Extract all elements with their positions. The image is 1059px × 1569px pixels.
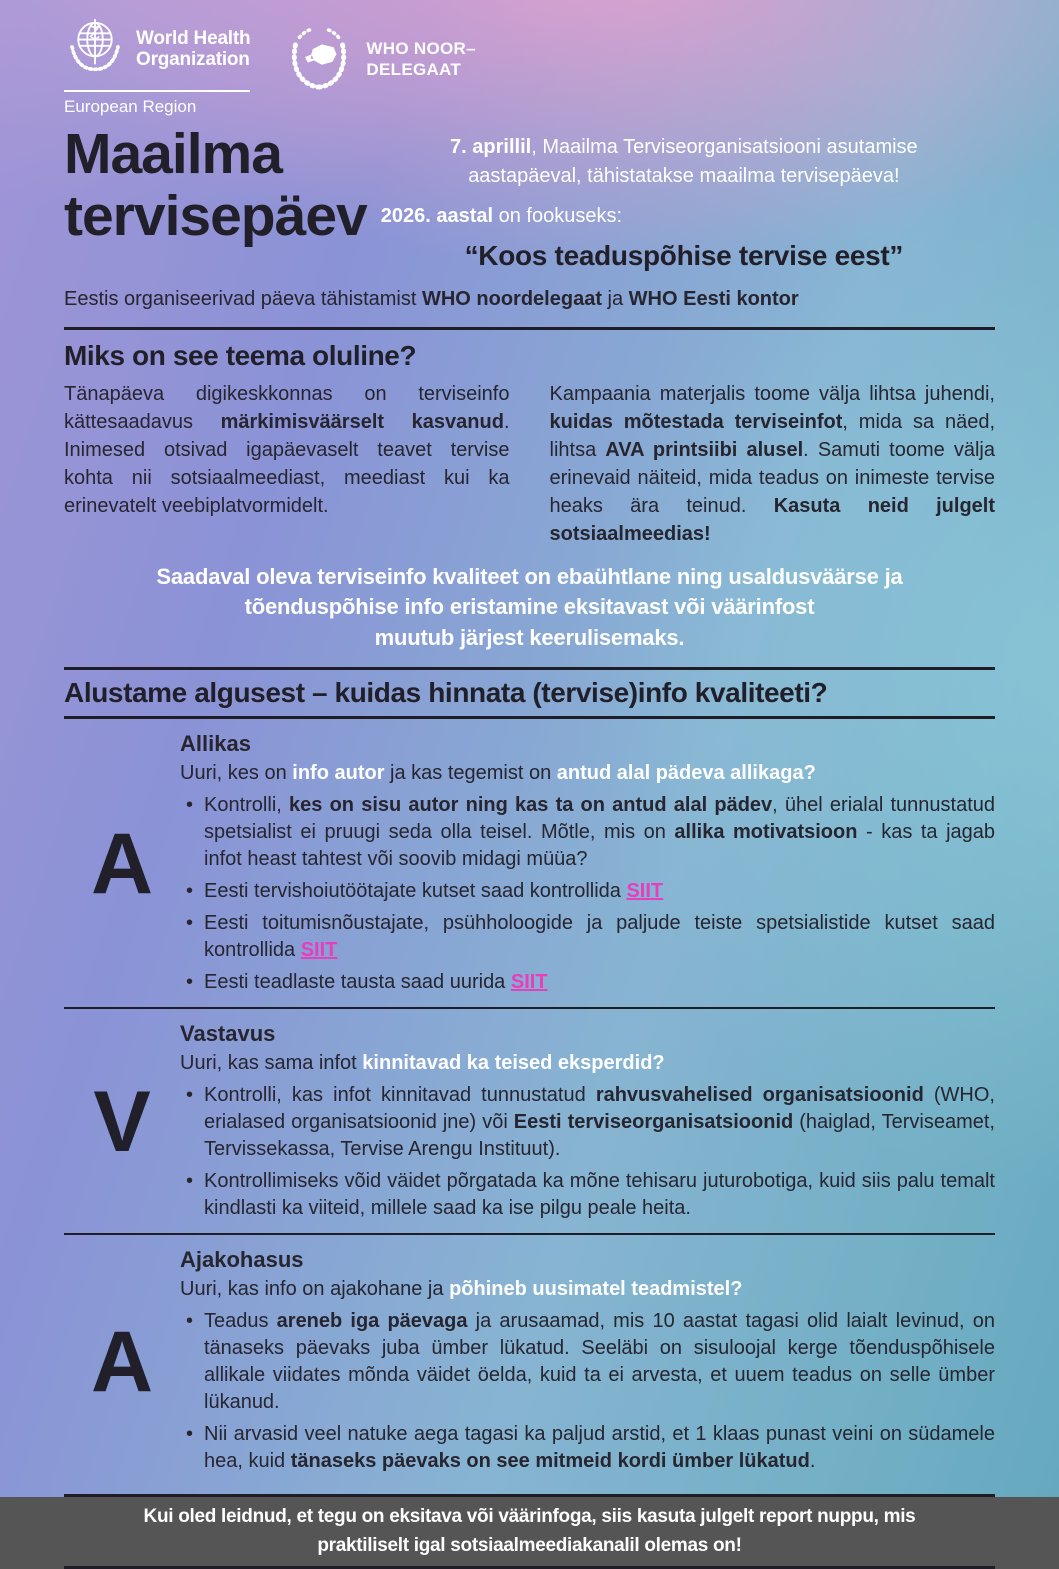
text-line: Kui oled leidnud, et tegu on eksitava või väärinfoga, siis kasuta julgelt report nuppu, mis <box>143 1506 916 1528</box>
footer <box>64 1494 995 1569</box>
text-segment: kuidas mõtestada terviseinfot <box>549 411 843 433</box>
who-logo-name <box>136 29 250 70</box>
list-item <box>180 1168 995 1222</box>
page-title-line2: tervisepäev <box>64 184 367 249</box>
vastavus-bullet-list <box>180 1082 995 1222</box>
text-segment: põhineb uusimatel teadmistel? <box>449 1278 743 1301</box>
intro-block <box>367 123 995 272</box>
text-segment: - kas ta jagab infot heast tahtest või soovib midagi müüa? <box>204 821 996 871</box>
who-logo-name-line2: Organization <box>136 48 250 70</box>
section-vastavus-body <box>180 1017 995 1227</box>
who-emblem-icon <box>64 16 126 83</box>
text-segment: areneb iga päevaga <box>276 1310 468 1333</box>
text-segment: Teadus <box>204 1310 277 1333</box>
who-logo <box>64 16 250 117</box>
section-allikas-body <box>180 727 995 1001</box>
text-segment: Kontrolli, <box>204 794 290 817</box>
intro-date-line2: aastapäeval, tähistatakse maailma tervisepäeva! <box>468 165 900 187</box>
text-segment: Kontrollimiseks võid väidet põrgatada ka mõne tehisaru juturobotiga, kuid siis palu temalt kindlasti ka viiteid, millele saad ka ise pilgu peale heita. <box>204 1170 995 1220</box>
big-letter-col <box>64 1243 180 1480</box>
text-segment: kes on sisu autor ning kas ta on antud alal pädev <box>289 794 773 817</box>
text-segment: on fookuseks: <box>493 205 623 227</box>
list-item <box>180 792 995 873</box>
text-segment: . Inimesed otsivad igapäevaselt teavet tervise kohta nii sotsiaalmeediast, meediast kui ka erinevatelt veebiplatvormidelt. <box>64 411 510 517</box>
text-segment: kinnitavad ka teised eksperdid? <box>362 1052 665 1075</box>
subsection-intro-allikas <box>180 760 995 787</box>
page-title <box>64 123 367 272</box>
section-ajakohasus <box>64 1235 995 1486</box>
text-segment: allika motivatsioon <box>674 821 858 844</box>
text-segment: ja kas tegemist on <box>384 762 557 785</box>
page-title-line1: Maailma <box>64 122 282 186</box>
text-segment: antud alal pädeva allikaga? <box>556 762 816 785</box>
ajakohasus-bullet-list <box>180 1308 995 1475</box>
logo-header <box>0 0 1059 117</box>
list-item <box>180 1308 995 1416</box>
text-segment: Uuri, kas info on ajakohane ja <box>180 1278 450 1301</box>
text-line: tõenduspõhise info eristamine eksitavast või väärinfost <box>244 594 815 620</box>
text-line: Saadaval oleva terviseinfo kvaliteet on ebaühtlane ning usaldusväärse ja <box>156 564 903 589</box>
laurel-wreath-icon <box>284 22 354 97</box>
text-segment: (haiglad, Terviseamet, Tervissekassa, Tervise Arengu Instituut). <box>204 1111 995 1161</box>
noordelegaat-label-line2: DELEGAAT <box>366 59 462 79</box>
divider <box>64 667 995 670</box>
text-segment: märkimisväärselt kasvanud <box>220 411 504 433</box>
text-segment: , mida sa näed, lihtsa <box>549 411 996 461</box>
who-logo-name-line1: World Health <box>136 27 251 49</box>
big-letter-a1: A <box>90 816 154 913</box>
text-segment: Uuri, kes on <box>180 762 293 785</box>
text-segment: Eesti teadlaste tausta saad uurida <box>204 971 511 994</box>
subsection-title-vastavus: Vastavus <box>180 1021 276 1047</box>
text-segment: Eestis organiseerivad päeva tähistamist <box>64 288 422 310</box>
text-segment: Eesti tervishoiutöötajate kutset saad kontrollida <box>204 880 627 903</box>
text-segment: Tänapäeva digikeskkonnas on terviseinfo kättesaadavus <box>64 383 510 433</box>
text-segment: . <box>809 1450 816 1473</box>
slogan: “Koos teaduspõhise tervise eest” <box>464 240 904 271</box>
subsection-intro-vastavus <box>180 1050 995 1077</box>
why-columns <box>64 380 995 548</box>
text-segment: ja <box>601 288 629 310</box>
big-letter-v: V <box>93 1074 151 1171</box>
quality-highlight <box>64 562 995 653</box>
text-segment: Kontrolli, kas infot kinnitavad tunnustatud <box>204 1084 596 1107</box>
why-right-paragraph <box>550 380 996 548</box>
text-line: praktiliselt igal sotsiaalmeediakanalil olemas on! <box>317 1534 742 1556</box>
big-letter-col <box>64 727 180 1001</box>
list-item <box>180 878 995 905</box>
noordelegaat-label <box>366 39 475 80</box>
text-segment: , Maailma Terviseorganisatsiooni asutamise <box>531 136 918 158</box>
who-logo-divider <box>64 90 250 92</box>
divider <box>64 327 995 330</box>
divider <box>64 1494 995 1497</box>
big-letter-col <box>64 1017 180 1227</box>
text-segment: (WHO, erialased organisatsioonid jne) või <box>204 1084 995 1134</box>
text-segment: ja arusaamad, mis 10 aastat tagasi olid laialt levinud, on tänaseks päevaks juba ümber lükatud. Seeläbi on sisuloojal kerge tõenduspõhisele allikale viidates mõnda väidet öelda, kuid ta ei arvesta, et uuem teadus on selle ümber lükanud. <box>204 1310 995 1414</box>
why-left-paragraph <box>64 380 510 548</box>
intro-date-paragraph <box>373 133 995 191</box>
list-item <box>180 1082 995 1163</box>
text-segment: Eesti terviseorganisatsioonid <box>513 1111 794 1134</box>
siit-link[interactable]: SIIT <box>626 880 664 903</box>
text-segment: Nii arvasid veel natuke aega tagasi ka paljud arstid, et 1 klaas punast veini on südamele hea, kuid <box>204 1423 995 1473</box>
text-segment: Kampaania materjalis toome välja lihtsa juhendi, <box>549 383 995 405</box>
siit-link[interactable]: SIIT <box>510 971 548 994</box>
text-segment: Kasuta neid julgelt sotsiaalmeedias! <box>549 495 995 545</box>
text-segment: 2026. aastal <box>380 205 494 227</box>
intro-focus-line <box>373 205 995 228</box>
list-item <box>180 1421 995 1475</box>
section-vastavus <box>64 1009 995 1233</box>
subsection-title-allikas: Allikas <box>180 731 251 757</box>
text-segment: info autor <box>292 762 385 785</box>
big-letter-a2: A <box>90 1313 154 1410</box>
text-segment: tänaseks päevaks on see mitmeid kordi ümber lükatud <box>290 1450 810 1473</box>
report-highlight <box>64 1503 995 1560</box>
text-segment: . Samuti toome välja erinevaid näiteid, mida teadus on inimeste tervise heaks ära teinud. <box>549 439 995 517</box>
allikas-bullet-list <box>180 792 995 996</box>
text-segment: Eesti toitumisnõustajate, psühholoogide ja paljude teiste spetsialistide kutset saad kontrollida <box>204 912 995 962</box>
text-line: muutub järjest keerulisemaks. <box>374 624 685 650</box>
text-segment: rahvusvahelised organisatsioonid <box>595 1084 924 1107</box>
noordelegaat-logo <box>284 16 475 97</box>
list-item <box>180 910 995 964</box>
list-item <box>180 969 995 996</box>
siit-link[interactable]: SIIT <box>300 939 338 962</box>
text-segment: 7. aprillil <box>450 136 532 158</box>
organizers-line <box>64 288 995 311</box>
title-row <box>0 117 1059 272</box>
intro-date-line1 <box>450 136 918 158</box>
section-allikas <box>64 719 995 1007</box>
european-region-label: European Region <box>64 97 197 116</box>
section-ajakohasus-body <box>180 1243 995 1480</box>
section-heading-evaluate: Alustame algusest – kuidas hinnata (tervise)info kvaliteeti? <box>64 677 828 709</box>
noordelegaat-label-line1: WHO NOOR– <box>366 39 476 59</box>
section-heading-why: Miks on see teema oluline? <box>64 340 417 371</box>
subsection-title-ajakohasus: Ajakohasus <box>180 1247 304 1273</box>
subsection-intro-ajakohasus <box>180 1276 995 1303</box>
text-segment: WHO Eesti kontor <box>628 288 799 310</box>
text-segment: Uuri, kas sama infot <box>180 1052 363 1075</box>
text-segment: , ühel erialal tunnustatud spetsialist ei pruugi seda olla teisel. Mõtle, mis on <box>204 794 995 844</box>
text-segment: AVA printsiibi alusel <box>605 439 804 461</box>
text-segment: WHO noordelegaat <box>421 288 602 310</box>
